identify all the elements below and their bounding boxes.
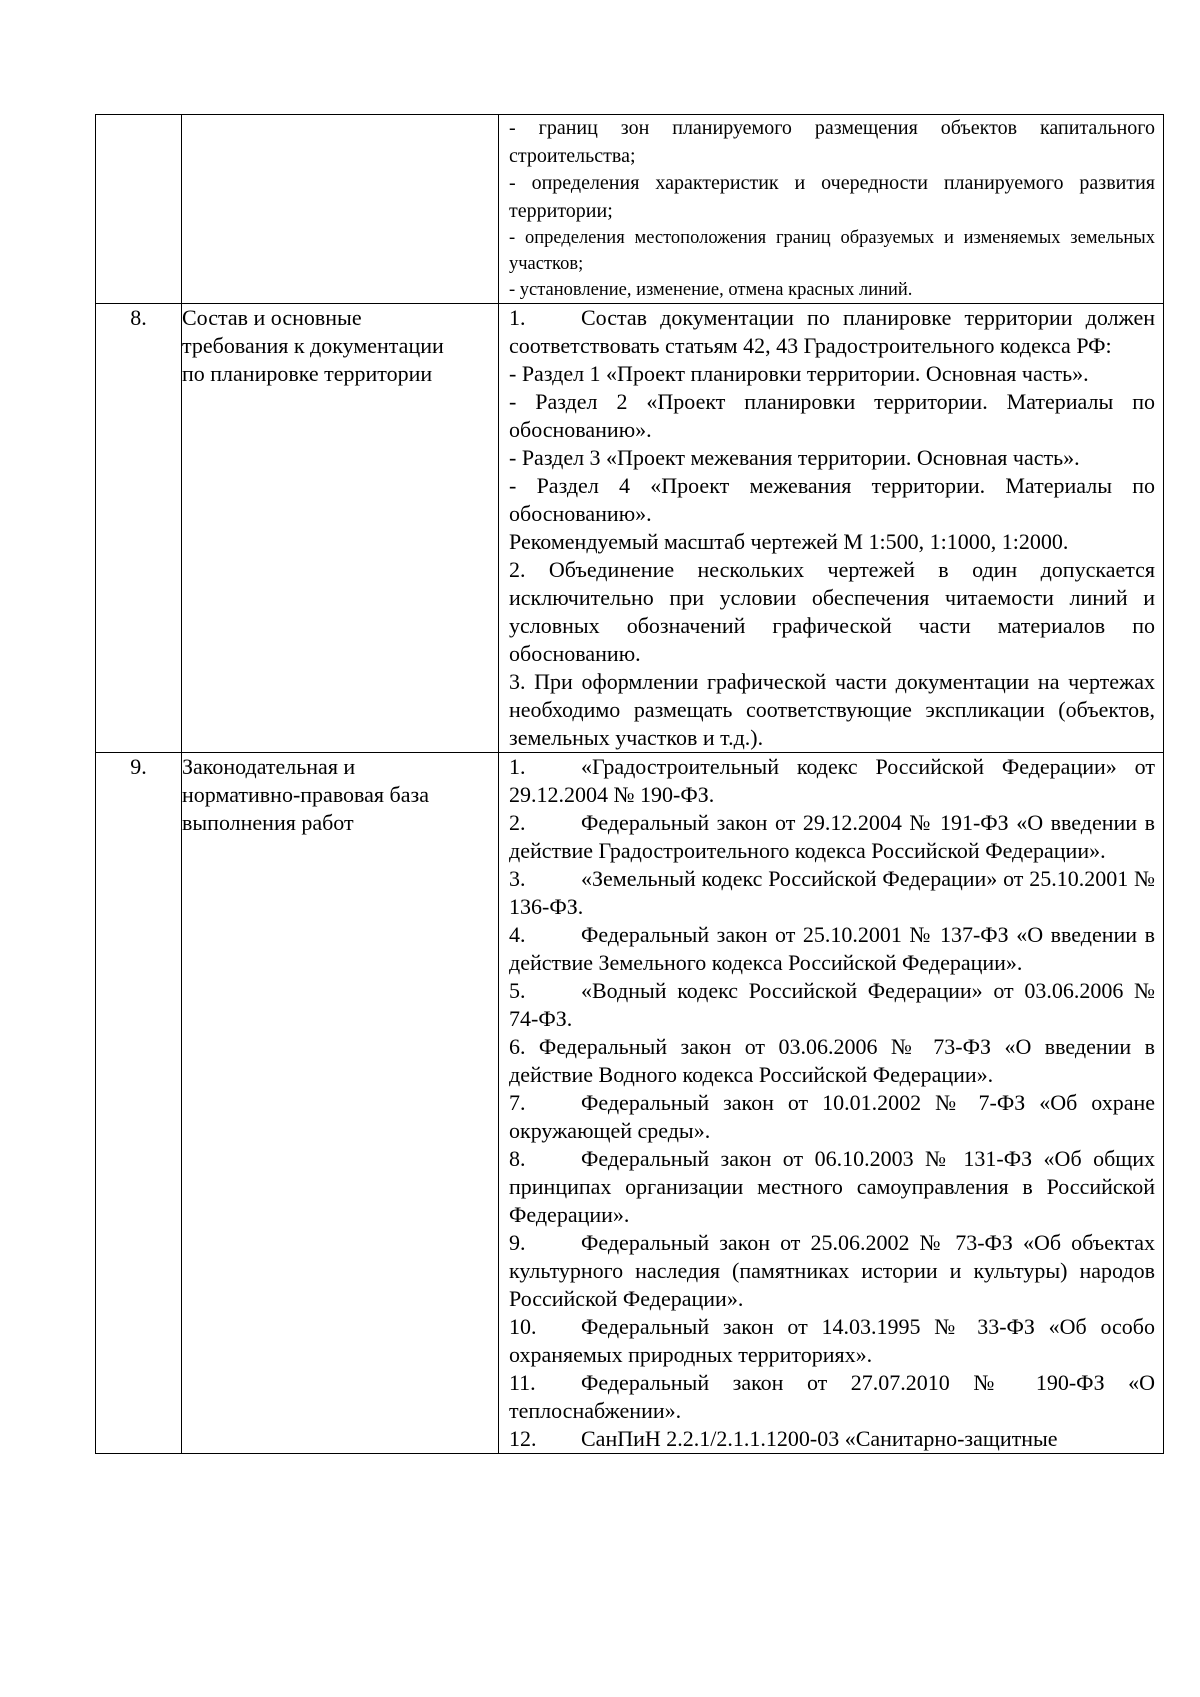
item-text: «Водный кодекс Российской Федерации» от 03.06.2006 № 74-ФЗ. — [509, 978, 1155, 1031]
description-group — [499, 753, 1163, 1453]
item-number: 8. — [509, 1146, 526, 1171]
row-description — [499, 753, 1164, 1454]
item-text: Федеральный закон от 14.03.1995 № 33-ФЗ «Об особо охраняемых природных территориях». — [509, 1314, 1155, 1367]
item-text: 2. Объединение нескольких чертежей в один допускается исключительно при условии обеспечения читаемости линий и условных обозначений графической части материалов по обоснованию. — [509, 557, 1155, 666]
description-item — [509, 360, 1155, 388]
item-number: 3. — [509, 866, 526, 891]
description-item: - границ зон планируемого размещения объектов капитального строительства; — [509, 117, 1155, 167]
description-item: - определения местоположения границ образуемых и изменяемых земельных участков; — [509, 228, 1155, 274]
item-number: 7. — [509, 1090, 526, 1115]
description-item — [509, 388, 1155, 444]
row-description — [499, 115, 1164, 304]
item-number: 4. — [509, 922, 526, 947]
item-text: Федеральный закон от 10.01.2002 № 7-ФЗ «Об охране окружающей среды». — [509, 1090, 1155, 1143]
row-number: 8. — [96, 304, 182, 753]
item-text: Федеральный закон от 29.12.2004 № 191-ФЗ «О введении в действие Градостроительного кодекса Российской Федерации». — [509, 810, 1155, 863]
description-item — [509, 809, 1155, 865]
description-group — [499, 115, 1163, 225]
description-item — [509, 1033, 1155, 1089]
row-title-line: Законодательная и — [182, 754, 356, 779]
description-item — [509, 1313, 1155, 1369]
item-number: 1. — [509, 305, 526, 330]
item-number: 11. — [509, 1370, 536, 1395]
item-number: 12. — [509, 1426, 537, 1451]
item-number: 5. — [509, 978, 526, 1003]
description-item — [509, 753, 1155, 809]
item-text: - Раздел 1 «Проект планировки территории. Основная часть». — [509, 361, 1089, 386]
row-description — [499, 304, 1164, 753]
requirements-table-body — [96, 115, 1164, 1454]
table-row — [96, 304, 1164, 753]
item-text: - Раздел 2 «Проект планировки территории. Материалы по обоснованию». — [509, 389, 1155, 442]
item-text: Федеральный закон от 25.06.2002 № 73-ФЗ «Об объектах культурного наследия (памятниках истории и культуры) народов Российской Федерации». — [509, 1230, 1155, 1311]
row-title-line: требования к документации — [182, 333, 444, 358]
item-text: 3. При оформлении графической части документации на чертежах необходимо размещать соответствующие экспликации (объектов, земельных участков и т.д.). — [509, 669, 1155, 750]
item-number: 10. — [509, 1314, 537, 1339]
item-text: Федеральный закон от 27.07.2010 № 190-ФЗ «О теплоснабжении». — [509, 1370, 1155, 1423]
description-item — [509, 977, 1155, 1033]
description-item — [509, 1145, 1155, 1229]
description-item — [509, 1229, 1155, 1313]
row-number — [96, 115, 182, 304]
description-item: - установление, изменение, отмена красных линий. — [509, 280, 913, 300]
description-item: - определения характеристик и очередности планируемого развития территории; — [509, 172, 1155, 222]
item-text: Федеральный закон от 25.10.2001 № 137-ФЗ «О введении в действие Земельного кодекса Российской Федерации». — [509, 922, 1155, 975]
item-text: Рекомендуемый масштаб чертежей М 1:500, 1:1000, 1:2000. — [509, 529, 1069, 554]
item-text: - Раздел 3 «Проект межевания территории. Основная часть». — [509, 445, 1080, 470]
description-group — [499, 304, 1163, 752]
description-item — [509, 921, 1155, 977]
row-number: 9. — [96, 753, 182, 1454]
row-title — [182, 115, 499, 304]
item-number: 1. — [509, 754, 526, 779]
description-item — [509, 444, 1155, 472]
item-text: «Земельный кодекс Российской Федерации» от 25.10.2001 № 136-ФЗ. — [509, 866, 1155, 919]
description-item — [509, 472, 1155, 528]
description-item — [509, 865, 1155, 921]
row-title-line: нормативно-правовая база — [182, 782, 429, 807]
description-item — [509, 1425, 1155, 1453]
description-item — [509, 668, 1155, 752]
item-text: 6. Федеральный закон от 03.06.2006 № 73-ФЗ «О введении в действие Водного кодекса Российской Федерации». — [509, 1034, 1155, 1087]
item-text: Состав документации по планировке территории должен соответствовать статьям 42, 43 Градостроительного кодекса РФ: — [509, 305, 1155, 358]
item-text: - Раздел 4 «Проект межевания территории. Материалы по обоснованию». — [509, 473, 1155, 526]
description-item — [509, 304, 1155, 360]
description-item — [509, 1089, 1155, 1145]
description-item — [509, 1369, 1155, 1425]
row-title-line: по планировке территории — [182, 361, 433, 386]
row-title — [182, 753, 499, 1454]
item-text: «Градостроительный кодекс Российской Федерации» от 29.12.2004 № 190-ФЗ. — [509, 754, 1155, 807]
row-title — [182, 304, 499, 753]
item-number: 9. — [509, 1230, 526, 1255]
item-text: Федеральный закон от 06.10.2003 № 131-ФЗ «Об общих принципах организации местного самоуправления в Российской Федерации». — [509, 1146, 1155, 1227]
item-text: СанПиН 2.2.1/2.1.1.1200-03 «Санитарно-защитные — [581, 1426, 1058, 1451]
row-title-line: Состав и основные — [182, 305, 362, 330]
description-group — [499, 225, 1163, 303]
table-row — [96, 753, 1164, 1454]
description-item — [509, 556, 1155, 668]
table-row — [96, 115, 1164, 304]
description-item — [509, 528, 1155, 556]
item-number: 2. — [509, 810, 526, 835]
row-title-line: выполнения работ — [182, 810, 354, 835]
requirements-table — [95, 114, 1164, 1454]
